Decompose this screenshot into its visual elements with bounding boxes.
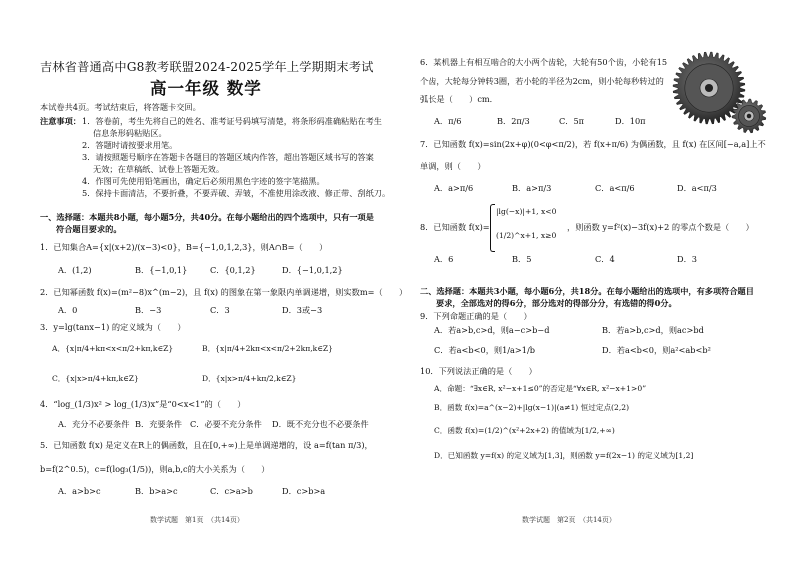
q8-case-2: (1/2)^x+1, x≥0 <box>496 231 557 240</box>
gear-illustration <box>669 50 769 140</box>
note-item: 1．答卷前，考生先将自己的姓名、准考证号码填写清楚，将条形码准确粘贴在考生 <box>82 116 382 126</box>
q4-option-c: C．必要不充分条件 <box>190 419 262 429</box>
q8-option-d: D．3 <box>677 254 697 264</box>
q8-case-1: |lg(−x)|+1, x<0 <box>496 207 557 216</box>
question-5-cont: b=f(2^0.5)，c=f(log₃(1/5))，则a,b,c的大小关系为（ ） <box>40 464 270 474</box>
exam-page-2 <box>397 0 794 561</box>
q7-option-d: D．a<π/3 <box>677 183 717 193</box>
q3-option-b: B．{x|π/4+2kπ<x<π/2+2kπ,k∈Z} <box>202 344 333 353</box>
q8-option-b: B．5 <box>512 254 532 264</box>
q8-option-a: A．6 <box>434 254 454 264</box>
question-6-cont2: 弧长是（ ）cm． <box>420 94 498 104</box>
exam-subtitle: 高一年级 数学 <box>150 79 262 98</box>
section-2-heading: 二、选择题：本题共3小题，每小题6分，共18分。在每小题给出的选项中，有多项符合题目 <box>420 286 754 296</box>
q10-option-a: A．命题：“∃x∈R, x²−x+1≤0”的否定是“∀x∈R, x²−x+1>0” <box>434 384 647 393</box>
q1-option-b: B．{−1,0,1} <box>135 265 188 275</box>
q2-option-a: A．0 <box>58 305 78 315</box>
section-1-heading-cont: 符合题目要求的。 <box>56 224 122 234</box>
question-3: 3．y=lg(tanx−1) 的定义域为（ ） <box>40 322 186 332</box>
piecewise-brace <box>490 204 495 252</box>
note-item: 3．请按照题号顺序在答题卡各题目的答题区域内作答，超出答题区域书写的答案 <box>82 152 374 162</box>
q3-option-c: C．{x|x>π/4+kπ,k∈Z} <box>52 374 139 383</box>
note-item: 无效；在草稿纸、试卷上答题无效。 <box>93 164 225 174</box>
q10-option-d: D．已知函数 y=f(x) 的定义域为[1,3]，则函数 y=f(2x−1) 的定义域为[1,2] <box>434 451 694 460</box>
question-7: 7．已知函数 f(x)=sin(2x+φ)(0<φ<π/2)，若 f(x+π/6) 为偶函数，且 f(x) 在区间[−a,a]上不 <box>420 139 766 149</box>
q1-option-d: D．{−1,0,1,2} <box>282 265 343 275</box>
q4-option-a: A．充分不必要条件 <box>58 419 130 429</box>
question-8-cont: ，则函数 y=f²(x)−3f(x)+2 的零点个数是（ ） <box>567 222 754 232</box>
note-item: 2．答题时请按要求用笔。 <box>82 140 178 150</box>
q7-option-c: C．a<π/6 <box>595 183 635 193</box>
question-10: 10．下列说法正确的是（ ） <box>420 366 537 376</box>
question-5: 5．已知函数 f(x) 是定义在R上的偶函数，且在[0,+∞)上是单调递增的，设 a=f(tan π/3)， <box>40 440 373 450</box>
q5-option-b: B．b>a>c <box>135 486 178 496</box>
page-footer: 数学试题 第1页 （共14页） <box>150 516 244 524</box>
question-9: 9．下列命题正确的是（ ） <box>420 311 532 321</box>
q8-option-c: C．4 <box>595 254 615 264</box>
question-8: 8．已知函数 f(x)= <box>420 222 490 232</box>
q2-option-c: C．3 <box>210 305 230 315</box>
q5-option-d: D．c>b>a <box>282 486 326 496</box>
q1-option-c: C．{0,1,2} <box>210 265 256 275</box>
q9-option-b: B．若a>b,c>d，则ac>bd <box>602 325 704 335</box>
notes-label: 注意事项： <box>40 116 81 126</box>
section-2-heading-cont: 要求，全部选对的得6分，部分选对的得部分分，有选错的得0分。 <box>436 298 677 308</box>
q5-option-c: C．c>a>b <box>210 486 253 496</box>
q1-option-a: A．(1,2) <box>58 265 92 275</box>
q6-option-b: B．2π/3 <box>497 116 530 126</box>
note-item: 5．保持卡面清洁，不要折叠，不要弄破、弄皱，不准使用涂改液、修正带、刮纸刀。 <box>82 188 391 198</box>
q3-option-a: A．{x|π/4+kπ<x<π/2+kπ,k∈Z} <box>52 344 174 353</box>
large-gear-icon <box>673 52 745 124</box>
q2-option-d: D．3或−3 <box>282 305 323 315</box>
q4-option-d: D．既不充分也不必要条件 <box>272 419 369 429</box>
question-2: 2．已知幂函数 f(x)=(m²−8)x^(m−2)，且 f(x) 的图象在第一象限内单调递增，则实数m=（ ） <box>40 287 408 297</box>
q7-option-b: B．a>π/3 <box>512 183 552 193</box>
question-6: 6．某机器上有相互啮合的大小两个齿轮，大轮有50个齿，小轮有15 <box>420 57 668 67</box>
q10-option-b: B．函数 f(x)=a^(x−2)+|lg(x−1)|(a≠1) 恒过定点(2,2) <box>434 403 630 412</box>
section-1-heading: 一、选择题：本题共8小题，每小题5分，共40分。在每小题给出的四个选项中，只有一项是 <box>40 212 374 222</box>
q10-option-c: C．函数 f(x)=(1/2)^(x²+2x+2) 的值域为[1/2,+∞) <box>434 426 615 435</box>
q6-option-a: A．π/6 <box>434 116 462 126</box>
q6-option-c: C．5π <box>559 116 585 126</box>
q7-option-a: A．a>π/6 <box>434 183 474 193</box>
q3-option-d: D．{x|x>π/4+kπ/2,k∈Z} <box>202 374 297 383</box>
question-4: 4．“log_(1/3)x² > log_(1/3)x”是“0<x<1”的（ ） <box>40 399 246 409</box>
q2-option-b: B．−3 <box>135 305 162 315</box>
q9-option-a: A．若a>b,c>d，则a−c>b−d <box>434 325 550 335</box>
page-footer: 数学试题 第2页 （共14页） <box>522 516 616 524</box>
q9-option-c: C．若a<b<0，则1/a>1/b <box>434 345 535 355</box>
question-6-cont: 个齿，大轮每分钟转3圈，若小轮的半径为2cm，则小轮每秒转过的 <box>420 76 664 86</box>
intro-text: 本试卷共4页。考试结束后，将答题卡交回。 <box>40 102 201 112</box>
q9-option-d: D．若a<b<0，则a²<ab<b² <box>602 345 711 355</box>
small-gear-icon <box>732 99 766 133</box>
q6-option-d: D．10π <box>615 116 646 126</box>
question-1: 1．已知集合A={x|(x+2)/(x−3)<0}，B={−1,0,1,2,3}，则A∩B=（ ） <box>40 242 328 252</box>
q5-option-a: A．a>b>c <box>58 486 101 496</box>
q4-option-b: B．充要条件 <box>135 419 182 429</box>
question-7-cont: 单调，则（ ） <box>420 161 486 171</box>
note-item: 4．作图可先使用铅笔画出，确定后必须用黑色字迹的签字笔描黑。 <box>82 176 325 186</box>
note-item: 信息条形码粘贴区。 <box>93 128 167 138</box>
exam-title: 吉林省普通高中G8教考联盟2024-2025学年上学期期末考试 <box>40 60 374 74</box>
